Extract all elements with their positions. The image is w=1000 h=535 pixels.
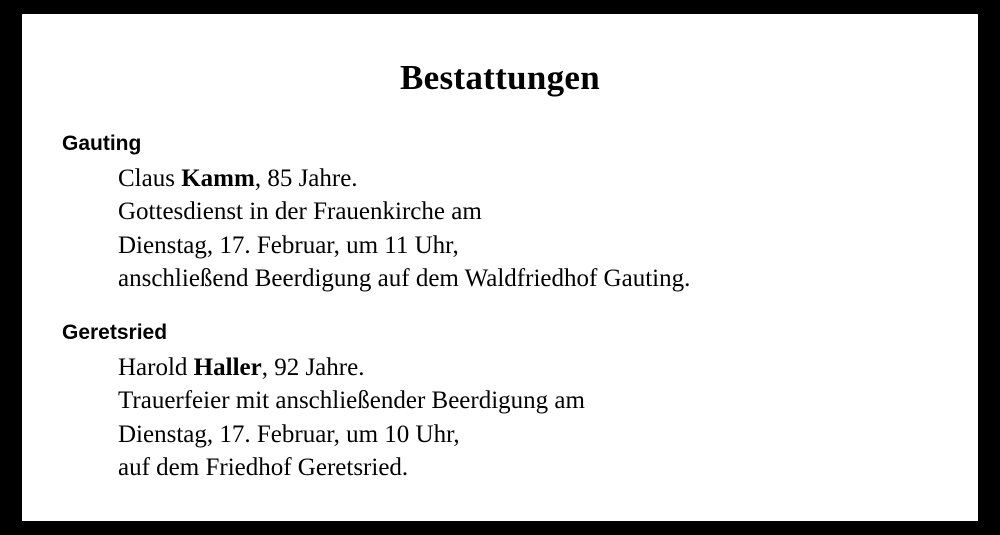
- page-title: Bestattungen: [400, 58, 600, 97]
- entry-detail-line: Dienstag, 17. Februar, um 11 Uhr,: [118, 231, 459, 259]
- name-prefix: Claus: [118, 165, 182, 193]
- entry-geretsried: [22, 351, 978, 484]
- notice-content: [22, 14, 978, 521]
- name-surname: Haller: [193, 354, 262, 382]
- name-surname: Kamm: [181, 165, 255, 193]
- entry-detail-line: auf dem Friedhof Geretsried.: [118, 453, 409, 481]
- entry-gauting: [22, 162, 978, 295]
- section-place-heading: Gauting: [62, 132, 142, 155]
- entry-detail-line: Gottesdienst in der Frauenkirche am: [118, 198, 482, 226]
- name-age: , 92 Jahre.: [261, 354, 365, 382]
- section-gauting: [22, 132, 978, 295]
- entry-detail-line: Dienstag, 17. Februar, um 10 Uhr,: [118, 420, 460, 448]
- deceased-name-line: [118, 162, 978, 195]
- section-geretsried: [22, 321, 978, 484]
- deceased-name-line: [118, 351, 978, 384]
- name-age: , 85 Jahre.: [254, 165, 358, 193]
- obituary-notice-card: [22, 14, 978, 521]
- section-place-heading: Geretsried: [62, 321, 168, 345]
- entry-detail-line: anschließend Beerdigung auf dem Waldfriedhof Gauting.: [118, 264, 691, 292]
- entry-detail-line: Trauerfeier mit anschließender Beerdigung am: [118, 387, 585, 415]
- name-prefix: Harold: [118, 354, 194, 382]
